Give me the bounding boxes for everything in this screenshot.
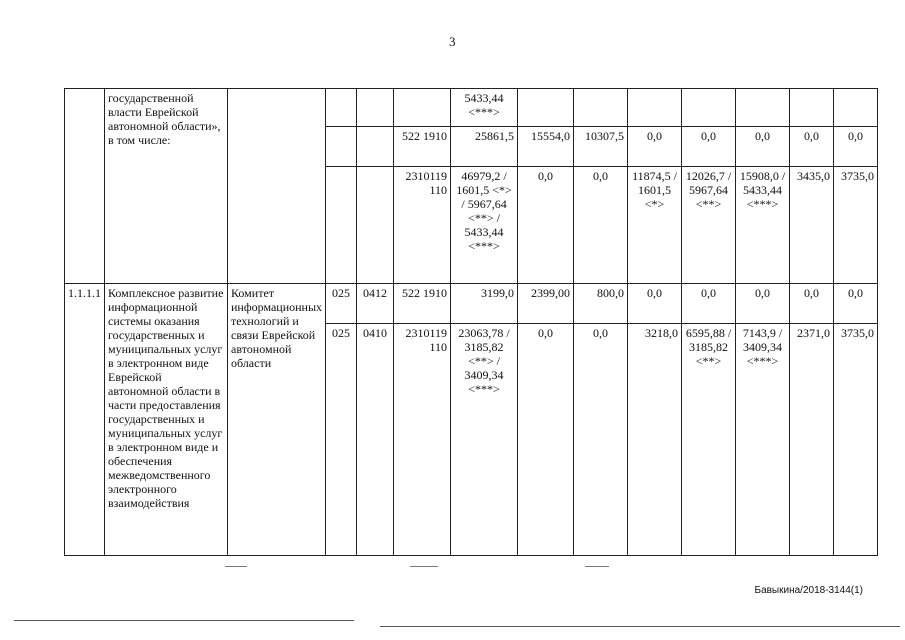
cell-y7 (834, 89, 878, 127)
cell-y4: 0,0 (682, 127, 736, 167)
cell-csr: 522 1910 (394, 284, 451, 324)
cell-executor: Комитет информационных технологий и связи Еврейской автономной области (228, 284, 326, 556)
cell-y5: 0,0 (736, 284, 790, 324)
scan-artifact (225, 566, 247, 567)
cell-csr: 522 1910 (394, 127, 451, 167)
cell-name: государственной власти Еврейской автономной области», в том числе: (105, 89, 228, 284)
cell-y7: 0,0 (834, 284, 878, 324)
cell-y2: 10307,5 (574, 127, 628, 167)
cell-y6 (790, 89, 834, 127)
cell-y2: 0,0 (574, 167, 628, 284)
cell-total: 3199,0 (451, 284, 518, 324)
cell-grbs (326, 167, 357, 284)
scan-artifact (585, 566, 609, 567)
cell-y6: 3435,0 (790, 167, 834, 284)
cell-grbs (326, 89, 357, 127)
cell-y3: 11874,5 / 1601,5 <*> (628, 167, 682, 284)
cell-y2: 800,0 (574, 284, 628, 324)
cell-y4: 6595,88 / 3185,82 <**> (682, 324, 736, 556)
cell-csr: 2310119 110 (394, 324, 451, 556)
cell-grbs: 025 (326, 284, 357, 324)
cell-y4: 0,0 (682, 284, 736, 324)
cell-y3 (628, 89, 682, 127)
cell-y7: 0,0 (834, 127, 878, 167)
cell-csr: 2310119 110 (394, 167, 451, 284)
cell-y1 (518, 89, 574, 127)
cell-rzpr (357, 89, 394, 127)
cell-y5 (736, 89, 790, 127)
cell-csr (394, 89, 451, 127)
cell-rzpr: 0412 (357, 284, 394, 324)
cell-y3: 0,0 (628, 127, 682, 167)
cell-y3: 0,0 (628, 284, 682, 324)
cell-y6: 0,0 (790, 284, 834, 324)
cell-y1: 0,0 (518, 167, 574, 284)
cell-y5: 7143,9 / 3409,34 <***> (736, 324, 790, 556)
cell-total: 46979,2 / 1601,5 <*> / 5967,64 <**> / 5433,44 <***> (451, 167, 518, 284)
cell-y5: 15908,0 / 5433,44 <***> (736, 167, 790, 284)
table-row (65, 284, 878, 324)
cell-num (65, 89, 105, 284)
document-code: Бавыкина/2018-3144(1) (754, 585, 863, 596)
cell-grbs (326, 127, 357, 167)
cell-y4 (682, 89, 736, 127)
table-row (65, 89, 878, 127)
cell-rzpr: 0410 (357, 324, 394, 556)
cell-name: Комплексное развитие информационной системы оказания государственных и муниципальных услуг в электронном виде Еврейской автономной области в части предоставления государственных и муниципальных услуг в электронном виде и обеспечения межведомственного электронного взаимодействия (105, 284, 228, 556)
cell-executor (228, 89, 326, 284)
cell-y3: 3218,0 (628, 324, 682, 556)
scan-edge-line (14, 620, 354, 621)
cell-y7: 3735,0 (834, 324, 878, 556)
cell-y6: 2371,0 (790, 324, 834, 556)
cell-total: 25861,5 (451, 127, 518, 167)
cell-y2: 0,0 (574, 324, 628, 556)
cell-y1: 2399,00 (518, 284, 574, 324)
cell-total: 5433,44 <***> (451, 89, 518, 127)
cell-rzpr (357, 167, 394, 284)
cell-y6: 0,0 (790, 127, 834, 167)
scan-artifact (410, 566, 438, 567)
cell-rzpr (357, 127, 394, 167)
cell-y2 (574, 89, 628, 127)
cell-grbs: 025 (326, 324, 357, 556)
budget-table (64, 88, 878, 556)
cell-num: 1.1.1.1 (65, 284, 105, 556)
scan-edge-line (380, 626, 900, 627)
cell-y5: 0,0 (736, 127, 790, 167)
cell-y1: 0,0 (518, 324, 574, 556)
cell-y7: 3735,0 (834, 167, 878, 284)
cell-y1: 15554,0 (518, 127, 574, 167)
cell-y4: 12026,7 / 5967,64 <**> (682, 167, 736, 284)
cell-total: 23063,78 / 3185,82 <**> / 3409,34 <***> (451, 324, 518, 556)
page-number: 3 (449, 34, 456, 49)
